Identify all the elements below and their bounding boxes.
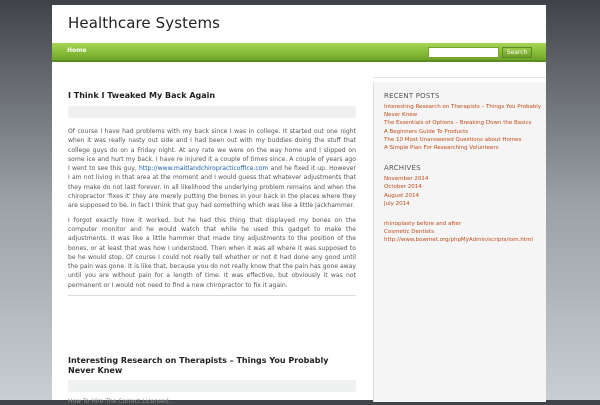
blogroll-link[interactable]: rhinoplasty before and after: [384, 221, 461, 228]
archive-link[interactable]: October 2014: [384, 184, 422, 191]
search-button[interactable]: Search: [502, 47, 532, 58]
post-title[interactable]: I Think I Tweaked My Back Again: [68, 91, 216, 100]
archives-list: [384, 175, 546, 208]
nav-home-link[interactable]: Home: [67, 47, 87, 54]
post-divider: [68, 295, 356, 296]
recent-post-link[interactable]: A Beginners Guide To Products: [384, 128, 469, 135]
blogroll-list: [384, 220, 546, 245]
recent-post-link[interactable]: The Essentials of Options – Breaking Down the Basics: [384, 120, 532, 127]
nav-bar: [52, 43, 546, 62]
page-container: [52, 5, 546, 405]
sidebar-top-rule: [373, 77, 546, 78]
recent-posts-heading: RECENT POSTS: [384, 92, 440, 100]
post-title[interactable]: Interesting Research on Therapists – Things You Probably Never Knew: [68, 356, 329, 375]
chiropractor-link[interactable]: http://www.maitlandchiropracticoffice.com: [138, 165, 269, 173]
post-paragraph: I forgot exactly how it worked, but he had this thing that displayed my bones on the computer monitor and he would watch that while he used this gadget to make the adjustments. It was like a little hammer that made tiny adjustments to the position of the bones, or at least that was how I understood. Then when it was all where it was supposed to be he would stop. Of course I could not really tell whether or not it had done any good until the pain was gone. It is like that, because you do not really know that the pain has gone away until you are without pain for a length of time. It was effective, but obviously it was not permanent or I would not need to find a new chiropractor to fix it again.: [68, 216, 356, 289]
post-text: and he fixed it up. However I am not living in that area at the moment and I would guess that whatever adjustments that they make do not last forever. In all likelihood the underlying problem remains and when the chiropractor 'fixes it' they are merely putting the bones in your back in the places where they are supposed to be. In fact I think that guy had something which was like a little jackhammer.: [68, 165, 356, 210]
recent-posts-list: [384, 103, 546, 152]
post-text: Of course I have had problems with my back since I was in college. It started out one night when it was really nasty out side and I had been out with my buddies doing the stuff that college guys do on a Friday night. At any rate we were on the way home and I slipped on some ice and hurt my back. I have re injured it a couple of times since. A couple of years ago I went to see this guy,: [68, 128, 356, 173]
site-title[interactable]: Healthcare Systems: [68, 14, 221, 32]
post-teaser: How To Hire The Correct Licensed...: [68, 398, 175, 405]
blogroll-link[interactable]: Cosmetic Dentists: [384, 229, 434, 236]
archives-heading: ARCHIVES: [384, 164, 421, 173]
post-body: [68, 127, 356, 290]
post-meta-bar: [68, 106, 356, 118]
search-input[interactable]: [428, 47, 499, 58]
next-post: [68, 356, 356, 405]
post-paragraph: [68, 127, 356, 211]
archive-link[interactable]: November 2014: [384, 176, 429, 183]
main-content: [68, 91, 356, 296]
site-header: [52, 5, 546, 40]
recent-post-link[interactable]: The 10 Most Unanswered Questions about Homes: [384, 136, 522, 143]
blogroll-link[interactable]: http://www.bowmet.org/phpMyAdmin/scripts/iom.html: [384, 237, 533, 244]
sidebar: [373, 82, 546, 402]
recent-post-link[interactable]: A Simple Plan For Researching Volunteers: [384, 145, 499, 152]
recent-post-link[interactable]: Interesting Research on Therapists – Things You Probably Never Knew: [384, 104, 542, 119]
archive-link[interactable]: August 2014: [384, 192, 419, 199]
post-meta-bar: [68, 380, 356, 392]
archive-link[interactable]: July 2014: [384, 200, 410, 207]
